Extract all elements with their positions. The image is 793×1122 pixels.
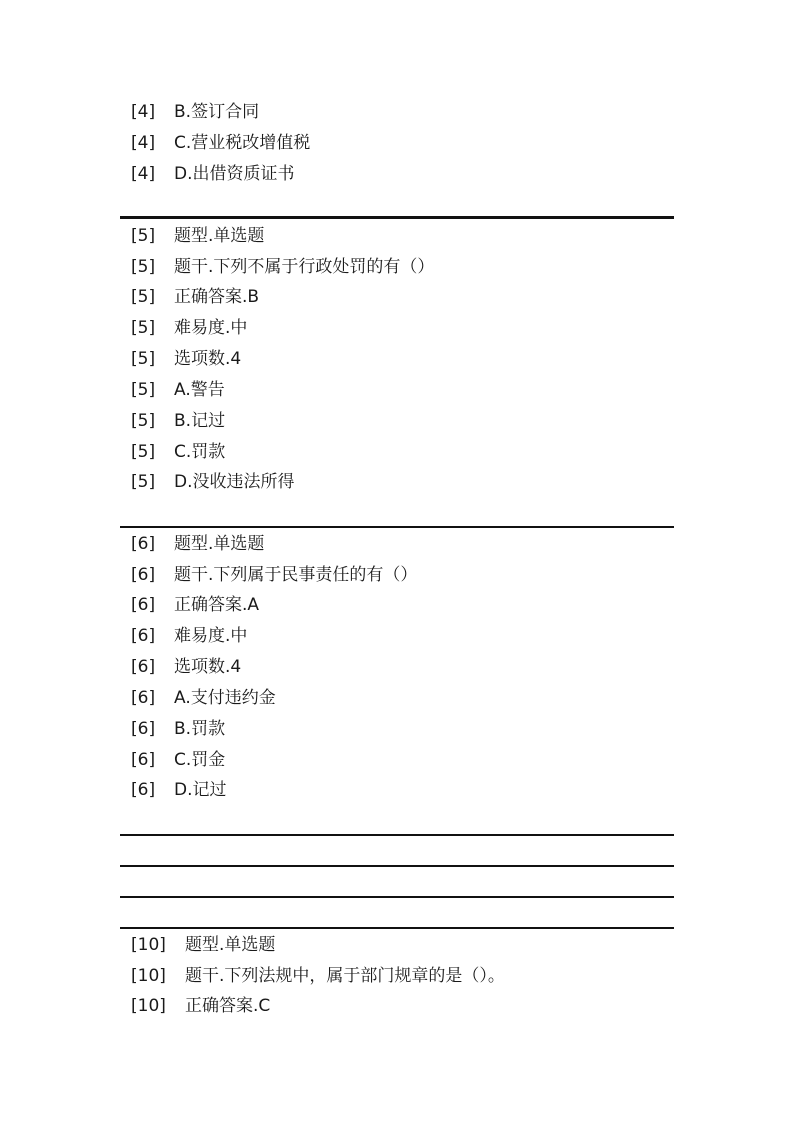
line-number: [6]	[131, 534, 156, 554]
line-number: [6]	[131, 719, 156, 739]
line-number: [10]	[131, 966, 166, 986]
line-number: [5]	[131, 349, 156, 369]
q6-type	[131, 529, 264, 560]
q6-option-c	[131, 745, 225, 776]
q4-option-c	[131, 128, 310, 159]
line-text: A.警告	[174, 380, 225, 400]
line-text: B.罚款	[174, 719, 226, 739]
q5-option-count	[131, 344, 241, 375]
q6-stem	[131, 560, 417, 591]
line-number: [5]	[131, 411, 156, 431]
line-number: [4]	[131, 102, 156, 122]
separator-rule	[120, 834, 674, 836]
line-text: 正确答案.C	[185, 996, 271, 1016]
line-number: [6]	[131, 657, 156, 677]
q5-stem	[131, 252, 434, 283]
q6-option-count	[131, 652, 241, 683]
line-number: [5]	[131, 380, 156, 400]
line-number: [6]	[131, 780, 156, 800]
line-text: C.罚金	[174, 750, 226, 770]
line-text: 难易度.中	[174, 626, 248, 646]
q5-option-b	[131, 406, 225, 437]
q10-type	[131, 930, 275, 961]
q5-option-d	[131, 467, 295, 498]
line-number: [6]	[131, 750, 156, 770]
line-text: 题干.下列不属于行政处罚的有（）	[174, 257, 435, 277]
separator-rule	[120, 927, 674, 929]
line-text: 题型.单选题	[174, 226, 265, 246]
q4-option-b	[131, 97, 259, 128]
line-text: 题干.下列属于民事责任的有（）	[174, 565, 418, 585]
line-number: [4]	[131, 164, 156, 184]
line-number: [10]	[131, 935, 166, 955]
q6-option-d	[131, 775, 227, 806]
line-number: [6]	[131, 688, 156, 708]
separator-rule	[120, 865, 674, 867]
line-text: 选项数.4	[174, 349, 242, 369]
line-text: C.罚款	[174, 442, 226, 462]
q5-difficulty	[131, 313, 247, 344]
q6-option-a	[131, 683, 276, 714]
q6-difficulty	[131, 621, 247, 652]
line-text: 题型.单选题	[174, 534, 265, 554]
line-text: D.出借资质证书	[174, 164, 295, 184]
line-text: 题干.下列法规中，属于部门规章的是（）。	[185, 966, 505, 986]
q5-option-c	[131, 437, 225, 468]
q10-stem	[131, 961, 505, 992]
q5-answer	[131, 282, 259, 313]
line-text: 正确答案.B	[174, 287, 260, 307]
line-number: [5]	[131, 318, 156, 338]
line-number: [6]	[131, 595, 156, 615]
line-text: D.没收违法所得	[174, 472, 295, 492]
q5-type	[131, 221, 264, 252]
line-text: B.签订合同	[174, 102, 260, 122]
line-number: [5]	[131, 287, 156, 307]
line-number: [6]	[131, 626, 156, 646]
line-text: C.营业税改增值税	[174, 133, 311, 153]
line-number: [6]	[131, 565, 156, 585]
q4-option-d	[131, 159, 295, 190]
line-text: D.记过	[174, 780, 227, 800]
line-number: [5]	[131, 257, 156, 277]
q6-option-b	[131, 714, 225, 745]
line-number: [4]	[131, 133, 156, 153]
line-text: B.记过	[174, 411, 226, 431]
line-text: 题型.单选题	[185, 935, 276, 955]
separator-rule	[120, 896, 674, 898]
line-text: 难易度.中	[174, 318, 248, 338]
line-number: [10]	[131, 996, 166, 1016]
line-number: [5]	[131, 442, 156, 462]
q10-answer	[131, 991, 270, 1022]
separator-rule	[120, 526, 674, 528]
line-text: 选项数.4	[174, 657, 242, 677]
q5-option-a	[131, 375, 225, 406]
line-number: [5]	[131, 226, 156, 246]
line-number: [5]	[131, 472, 156, 492]
q6-answer	[131, 590, 259, 621]
separator-rule	[120, 216, 674, 219]
line-text: A.支付违约金	[174, 688, 276, 708]
line-text: 正确答案.A	[174, 595, 260, 615]
